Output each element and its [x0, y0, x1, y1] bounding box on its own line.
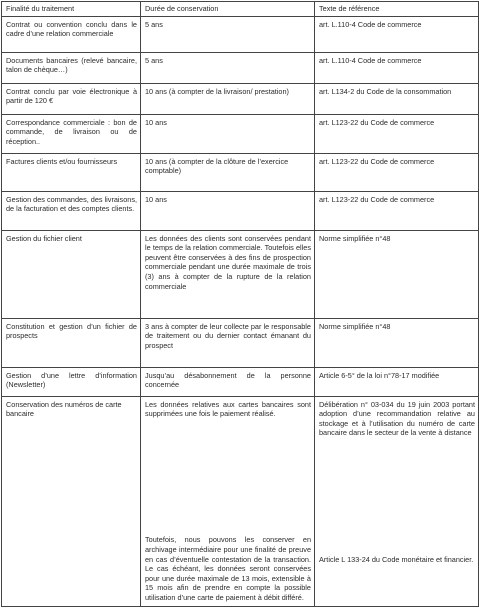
reference-cell: art. L134-2 du Code de la consommation [315, 83, 479, 114]
table-row [2, 153, 479, 191]
purpose-cell: Gestion des commandes, des livraisons, de la facturation et des comptes clients. [2, 191, 141, 230]
purpose-cell: Correspondance commerciale : bon de commande, de livraison ou de réception.. [2, 114, 141, 153]
reference-cell [315, 396, 479, 606]
duration-cell: Jusqu’au désabonnement de la personne concernée [141, 367, 315, 396]
table-row [2, 83, 479, 114]
reference-cell: Article 6-5° de la loi n°78-17 modifiée [315, 367, 479, 396]
duration-cell: 10 ans [141, 191, 315, 230]
table-header-row [2, 2, 479, 17]
header-reference: Texte de référence [315, 2, 479, 17]
reference-cell: Norme simplifiée n°48 [315, 230, 479, 318]
duration-cell: 5 ans [141, 16, 315, 52]
duration-cell: 5 ans [141, 52, 315, 83]
reference-text-primary: Délibération n° 03-034 du 19 juin 2003 portant adoption d’une recommandation relative au stockage et à l’utilisation du numéro de carte bancaire dans le secteur de la vente à distance [319, 399, 475, 438]
reference-cell: art. L123-22 du Code de commerce [315, 153, 479, 191]
duration-text-primary: Les données relatives aux cartes bancaires sont supprimées une fois le paiement réalisé. [145, 399, 311, 419]
duration-text-secondary: Toutefois, nous pouvons les conserver en archivage intermédiaire pour une finalité de preuve en cas d’éventuelle contestation de la transaction. Le cas échéant, les données seront conservées pour une durée maximale de 13 mois, extensible à 15 mois afin de prendre en compte la possible utilisation d’une carte de paiement à débit différé. [145, 535, 311, 602]
table-row [2, 396, 479, 606]
table-row [2, 230, 479, 318]
table-row [2, 114, 479, 153]
purpose-cell: Contrat ou convention conclu dans le cadre d’une relation commerciale [2, 16, 141, 52]
table-row [2, 52, 479, 83]
reference-cell: art. L.110-4 Code de commerce [315, 52, 479, 83]
table-row [2, 191, 479, 230]
duration-cell: 10 ans [141, 114, 315, 153]
duration-cell: 3 ans à compter de leur collecte par le responsable de traitement ou du dernier contact émanant du prospect [141, 318, 315, 367]
reference-text-secondary: Article L 133-24 du Code monétaire et financier. [319, 555, 474, 564]
duration-cell: 10 ans (à compter de la livraison/ prestation) [141, 83, 315, 114]
table-row [2, 16, 479, 52]
reference-cell: art. L.110-4 Code de commerce [315, 16, 479, 52]
purpose-cell: Conservation des numéros de carte bancaire [2, 396, 141, 606]
table-row [2, 318, 479, 367]
purpose-cell: Gestion du fichier client [2, 230, 141, 318]
duration-cell: Les données des clients sont conservées pendant le temps de la relation commerciale. Toutefois elles peuvent être conservées à des fins de prospection commerciale pendant une durée maximale de trois (3) ans à compter de la rupture de la relation commerciale [141, 230, 315, 318]
purpose-cell: Contrat conclu par voie électronique à partir de 120 € [2, 83, 141, 114]
retention-table [1, 1, 479, 607]
purpose-cell: Documents bancaires (relevé bancaire, talon de chèque…) [2, 52, 141, 83]
purpose-cell: Factures clients et/ou fournisseurs [2, 153, 141, 191]
reference-cell: art. L123-22 du Code de commerce [315, 191, 479, 230]
duration-cell [141, 396, 315, 606]
reference-cell: art. L123-22 du Code de commerce [315, 114, 479, 153]
header-purpose: Finalité du traitement [2, 2, 141, 17]
reference-cell: Norme simplifiée n°48 [315, 318, 479, 367]
table-row [2, 367, 479, 396]
duration-cell: 10 ans (à compter de la clôture de l’exercice comptable) [141, 153, 315, 191]
header-duration: Durée de conservation [141, 2, 315, 17]
purpose-cell: Gestion d’une lettre d’information (Newsletter) [2, 367, 141, 396]
purpose-cell: Constitution et gestion d’un fichier de prospects [2, 318, 141, 367]
